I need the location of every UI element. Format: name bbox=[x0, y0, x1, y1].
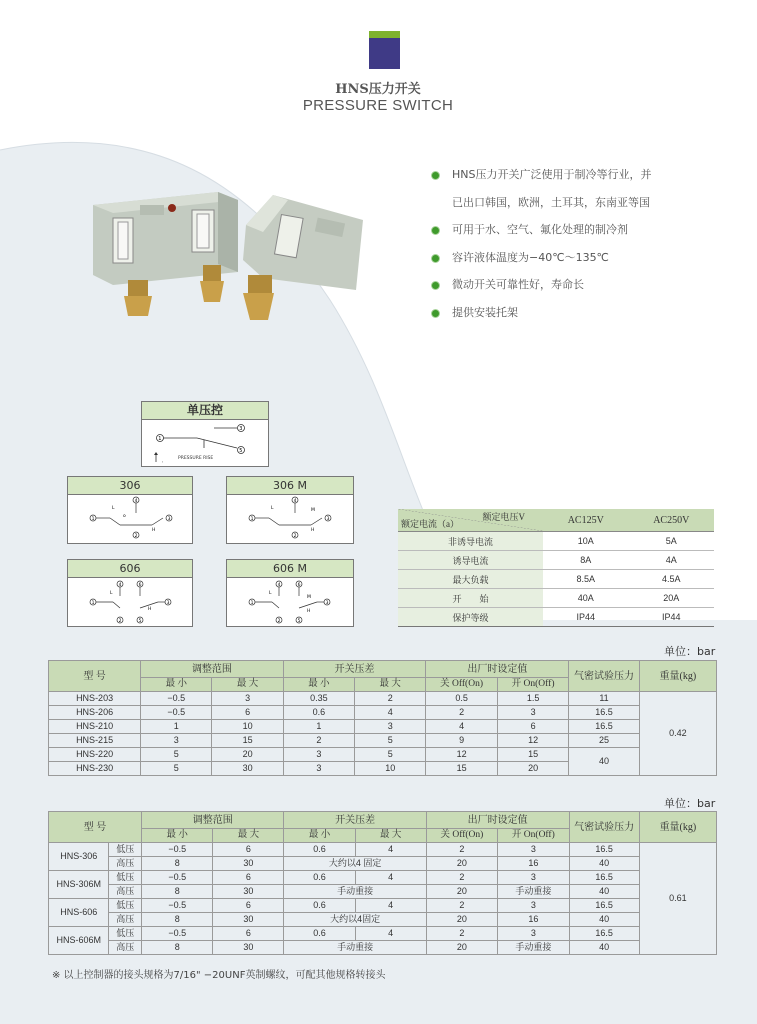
brand-logo bbox=[369, 31, 400, 69]
footnote: ※ 以上控制器的接头规格为7/16" −20UNF英制螺纹，可配其他规格转接头 bbox=[52, 970, 386, 981]
table-row: HNS-230 5 30 3 10 15 20 bbox=[49, 762, 717, 776]
feature-list bbox=[432, 168, 732, 333]
table-row: 高压 8 30 大约以4 固定 20 16 40 bbox=[49, 857, 717, 871]
bullet-icon bbox=[432, 172, 439, 179]
product-photo bbox=[88, 180, 368, 330]
diagram-title: 单压控 bbox=[142, 402, 268, 420]
svg-text:3: 3 bbox=[239, 426, 243, 432]
diagram-306 bbox=[67, 476, 193, 544]
svg-text:2: 2 bbox=[134, 534, 138, 539]
svg-text:2: 2 bbox=[293, 534, 297, 539]
page-title-cn: HNS压力开关 bbox=[335, 82, 421, 97]
spec-table-single: 型 号 调整范围 开关压差 出厂时设定值 气密试验压力 重量(kg) 最 小 最 大 最 小 最 大 关 Off(On) 开 On(Off) HNS-203 −0.5 3 0.35 2 0.5 1.5 11 0.42 HNS-206 −0.5 6 0.6 4 2 3 16.5 HNS-210 1 10 1 3 4 6 16.5 HNS-215 3 15 2 5 9 12 25 HNS-220 5 20 3 5 12 15 40 HNS-230 5 30 3 10 15 20 bbox=[48, 660, 717, 776]
svg-text:4: 4 bbox=[134, 499, 138, 504]
svg-text:4: 4 bbox=[118, 583, 122, 588]
table-row: HNS-606 低压 −0.5 6 0.6 4 2 3 16.5 bbox=[49, 899, 717, 913]
feature-item: 容许液体温度为−40℃～135℃ bbox=[432, 251, 732, 279]
table-row: 非诱导电流 10A 5A bbox=[398, 532, 714, 551]
rating-col-header: AC250V bbox=[629, 509, 715, 532]
table-row: 诱导电流 8A 4A bbox=[398, 551, 714, 570]
feature-item: 已出口韩国，欧洲，土耳其，东南亚等国 bbox=[452, 195, 650, 209]
svg-text:L: L bbox=[269, 591, 272, 596]
page-title-en: PRESSURE SWITCH bbox=[302, 97, 454, 114]
svg-text:,: , bbox=[162, 459, 164, 464]
svg-text:6: 6 bbox=[297, 583, 301, 588]
svg-text:5: 5 bbox=[239, 448, 243, 454]
svg-text:3: 3 bbox=[166, 601, 170, 606]
diagram-single-pressure bbox=[141, 401, 269, 467]
feature-item: 微动开关可靠性好，寿命长 bbox=[432, 278, 732, 306]
table-row: 高压 8 30 大约以4固定 20 16 40 bbox=[49, 913, 717, 927]
svg-text:1: 1 bbox=[91, 601, 95, 606]
table-row: HNS-220 5 20 3 5 12 15 40 bbox=[49, 748, 717, 762]
svg-text:2: 2 bbox=[277, 619, 281, 624]
svg-text:H: H bbox=[307, 609, 311, 614]
table-row: HNS-606M 低压 −0.5 6 0.6 4 2 3 16.5 bbox=[49, 927, 717, 941]
table-row: 保护等级 IP44 IP44 bbox=[398, 608, 714, 627]
diagram-title: 306 bbox=[68, 477, 192, 495]
diagram-606m bbox=[226, 559, 354, 627]
svg-text:L: L bbox=[110, 591, 113, 596]
svg-text:L: L bbox=[271, 506, 274, 511]
svg-text:M: M bbox=[307, 595, 311, 600]
svg-text:o: o bbox=[123, 514, 126, 519]
col-model: 型 号 bbox=[49, 661, 141, 692]
diagram-title: 606 M bbox=[227, 560, 353, 578]
spec-table-dual: 型 号 调整范围 开关压差 出厂时设定值 气密试验压力 重量(kg) 最 小 最 大 最 小 最 大 关 Off(On) 开 On(Off) HNS-306 低压 −0.5 6 0.6 4 2 3 16.5 0.61 高压 8 30 大约以4 固定 20 16 40 HNS-306M 低压 −0.5 6 0.6 4 2 3 16.5 高压 8 30 手动重接 20 手动重接 40 HNS-606 低压 −0.5 6 0.6 4 2 3 16.5 高压 8 30 大约以4固定 20 16 40 HNS-606M 低压 −0.5 6 0.6 4 2 3 16.5 高压 8 30 手动重接 20 手动重接 40 bbox=[48, 811, 717, 955]
bullet-icon bbox=[432, 255, 439, 262]
wiring-diagram bbox=[68, 495, 192, 543]
dual-pressure-switch-image bbox=[93, 192, 238, 316]
svg-text:1: 1 bbox=[91, 517, 95, 522]
svg-text:H: H bbox=[311, 528, 315, 533]
unit-label: 单位：bar bbox=[664, 645, 716, 658]
single-pressure-switch-image bbox=[243, 195, 363, 320]
bullet-icon bbox=[432, 282, 439, 289]
table-row: HNS-306 低压 −0.5 6 0.6 4 2 3 16.5 0.61 bbox=[49, 843, 717, 857]
rating-col-header: AC125V bbox=[543, 509, 629, 532]
svg-text:M: M bbox=[311, 508, 315, 513]
wiring-diagram bbox=[227, 578, 353, 626]
svg-text:H: H bbox=[152, 528, 156, 533]
svg-text:H: H bbox=[148, 607, 152, 612]
unit-label: 单位：bar bbox=[664, 797, 716, 810]
table-row: 最大负载 8.5A 4.5A bbox=[398, 570, 714, 589]
diagram-title: 306 M bbox=[227, 477, 353, 495]
svg-text:1: 1 bbox=[250, 601, 254, 606]
table-row: HNS-210 1 10 1 3 4 6 16.5 bbox=[49, 720, 717, 734]
svg-text:5: 5 bbox=[138, 619, 142, 624]
svg-text:4: 4 bbox=[277, 583, 281, 588]
diagram-306m bbox=[226, 476, 354, 544]
diagram-title: 606 bbox=[68, 560, 192, 578]
rating-corner-cell: 额定电压V 额定电流（a） bbox=[398, 509, 543, 532]
table-row: 高压 8 30 手动重接 20 手动重接 40 bbox=[49, 885, 717, 899]
svg-text:1: 1 bbox=[250, 517, 254, 522]
svg-text:3: 3 bbox=[325, 601, 329, 606]
svg-text:3: 3 bbox=[167, 517, 171, 522]
table-row: 开 始 40A 20A bbox=[398, 589, 714, 608]
table-row: HNS-306M 低压 −0.5 6 0.6 4 2 3 16.5 bbox=[49, 871, 717, 885]
table-row: HNS-206 −0.5 6 0.6 4 2 3 16.5 bbox=[49, 706, 717, 720]
svg-text:3: 3 bbox=[326, 517, 330, 522]
svg-text:4: 4 bbox=[293, 499, 297, 504]
svg-text:6: 6 bbox=[138, 583, 142, 588]
svg-text:L: L bbox=[112, 506, 115, 511]
table-row: 高压 8 30 手动重接 20 手动重接 40 bbox=[49, 941, 717, 955]
svg-text:5: 5 bbox=[297, 619, 301, 624]
current-rating-table bbox=[398, 509, 714, 627]
feature-item: HNS压力开关广泛使用于制冷等行业，并 bbox=[432, 168, 732, 196]
feature-item: 提供安装托架 bbox=[432, 306, 732, 334]
bullet-icon bbox=[432, 310, 439, 317]
feature-item: 可用于水、空气、氟化处理的制冷剂 bbox=[432, 223, 732, 251]
bullet-icon bbox=[432, 227, 439, 234]
wiring-diagram bbox=[227, 495, 353, 543]
wiring-diagram bbox=[68, 578, 192, 626]
diagram-caption: PRESSURE RISE bbox=[178, 456, 214, 461]
table-row: HNS-215 3 15 2 5 9 12 25 bbox=[49, 734, 717, 748]
table-row: HNS-203 −0.5 3 0.35 2 0.5 1.5 11 0.42 bbox=[49, 692, 717, 706]
svg-text:2: 2 bbox=[118, 619, 122, 624]
diagram-606 bbox=[67, 559, 193, 627]
svg-text:1: 1 bbox=[158, 436, 162, 442]
